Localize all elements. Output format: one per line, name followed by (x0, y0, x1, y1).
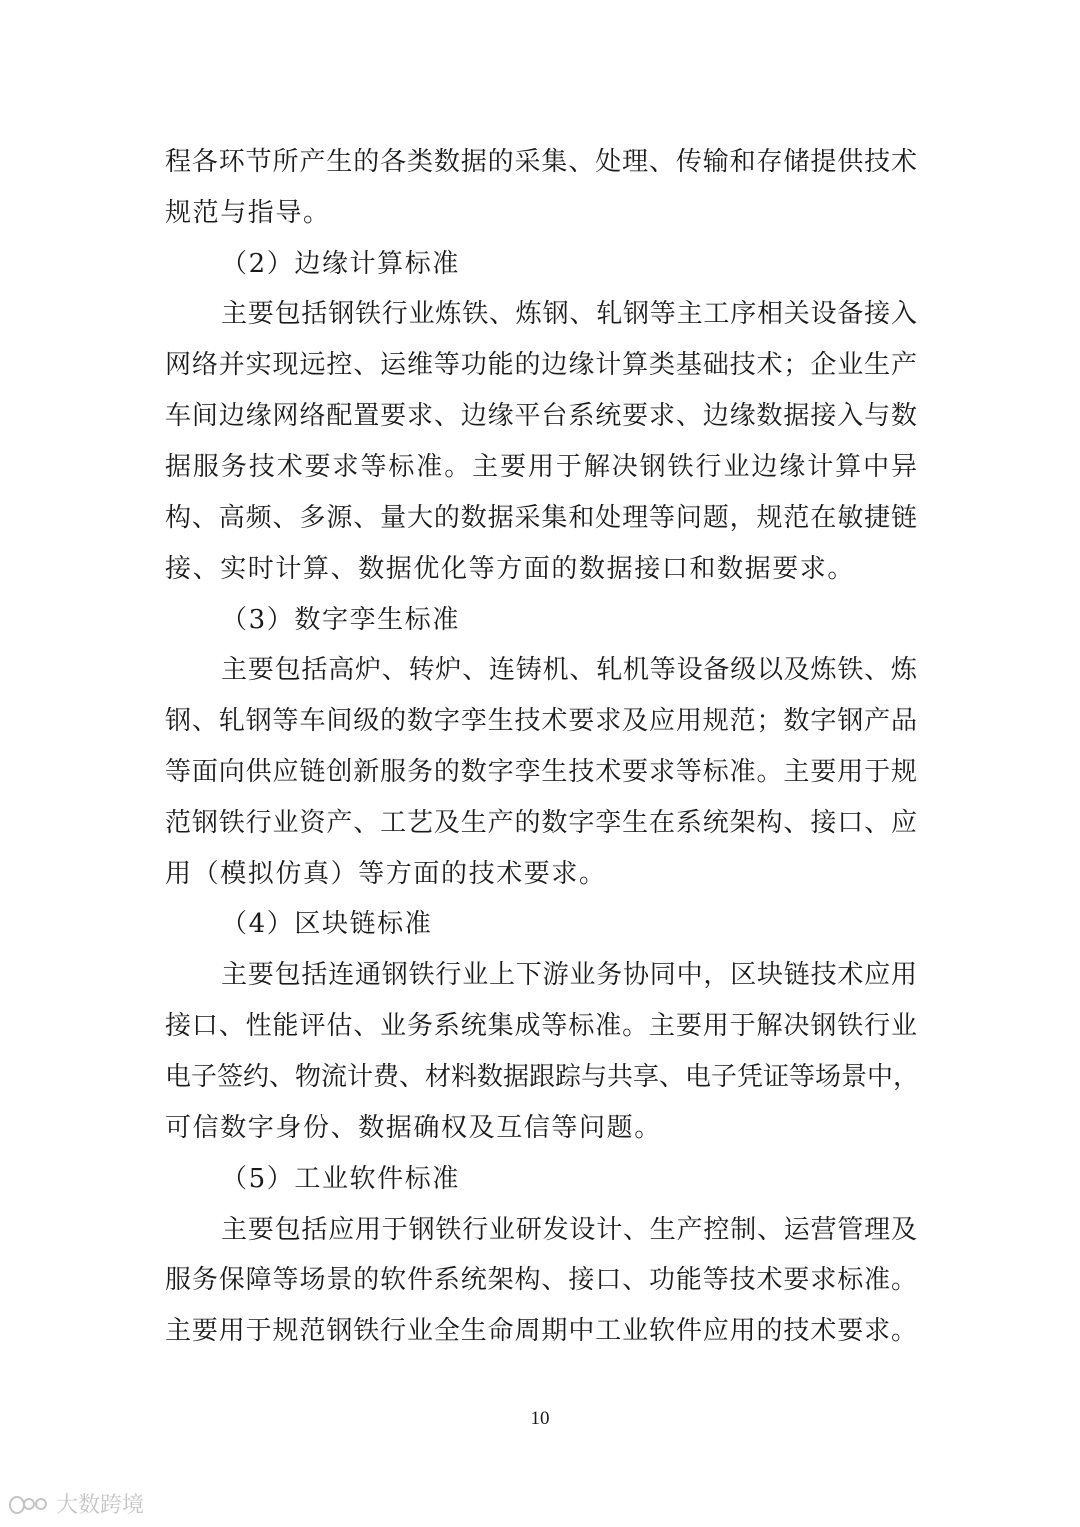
page-number: 10 (530, 1408, 550, 1429)
body-line: 用（模拟仿真）等方面的技术要求。 (165, 859, 607, 889)
body-line: 电子签约、物流计费、材料数据跟踪与共享、电子凭证等场景中， (165, 1062, 920, 1092)
body-line: 主要用于规范钢铁行业全生命周期中工业软件应用的技术要求。 (165, 1316, 917, 1346)
body-line: 构、高频、多源、量大的数据采集和处理等问题，规范在敏捷链 (165, 503, 917, 533)
watermark-logo-icon (8, 1492, 52, 1516)
body-line: 程各环节所产生的各类数据的采集、处理、传输和存储提供技术 (165, 147, 917, 177)
section-heading: （4）区块链标准 (221, 909, 433, 939)
section-heading: （5）工业软件标准 (221, 1164, 460, 1194)
body-line: 主要包括高炉、转炉、连铸机、轧机等设备级以及炼铁、炼 (221, 655, 917, 685)
body-line: 主要包括连通钢铁行业上下游业务协同中，区块链技术应用 (221, 960, 917, 990)
body-line: 等面向供应链创新服务的数字孪生技术要求等标准。主要用于规 (165, 757, 917, 787)
body-line: 可信数字身份、数据确权及互信等问题。 (165, 1113, 662, 1143)
body-line: 接、实时计算、数据优化等方面的数据接口和数据要求。 (165, 554, 856, 584)
body-line: 车间边缘网络配置要求、边缘平台系统要求、边缘数据接入与数 (165, 401, 917, 431)
section-heading: （2）边缘计算标准 (221, 249, 460, 279)
body-line: 规范与指导。 (165, 198, 331, 228)
watermark (8, 1488, 144, 1519)
body-line: 据服务技术要求等标准。主要用于解决钢铁行业边缘计算中异 (165, 452, 917, 482)
body-line: 服务保障等场景的软件系统架构、接口、功能等技术要求标准。 (165, 1265, 917, 1295)
body-line: 主要包括钢铁行业炼铁、炼钢、轧钢等主工序相关设备接入 (221, 299, 917, 329)
section-heading: （3）数字孪生标准 (221, 605, 460, 635)
body-line: 接口、性能评估、业务系统集成等标准。主要用于解决钢铁行业 (165, 1011, 917, 1041)
body-line: 主要包括应用于钢铁行业研发设计、生产控制、运营管理及 (221, 1215, 917, 1245)
body-line: 钢、轧钢等车间级的数字孪生技术要求及应用规范；数字钢产品 (165, 706, 917, 736)
body-line: 范钢铁行业资产、工艺及生产的数字孪生在系统架构、接口、应 (165, 808, 917, 838)
body-line: 网络并实现远控、运维等功能的边缘计算类基础技术；企业生产 (165, 350, 917, 380)
watermark-text: 大数跨境 (56, 1493, 145, 1518)
